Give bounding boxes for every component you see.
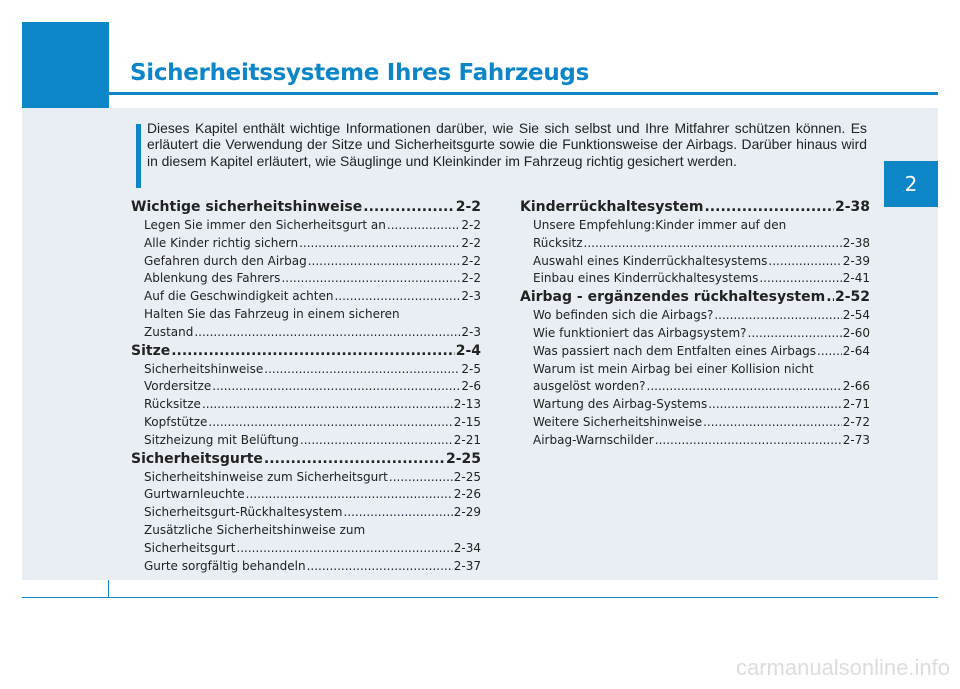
toc-section[interactable] bbox=[131, 198, 481, 217]
toc-entry-line[interactable]: Zusätzliche Sicherheitshinweise zum bbox=[144, 522, 366, 537]
toc-label: Sicherheitshinweise bbox=[144, 361, 264, 376]
toc-leader-dots bbox=[826, 288, 834, 307]
toc-label: Wo befinden sich die Airbags? bbox=[533, 308, 714, 323]
toc-left-column bbox=[131, 198, 481, 575]
intro-paragraph: Dieses Kapitel enthält wichtige Informationen darüber, wie Sie sich selbst und Ihre Mitfahrer schützen können. Es erläutert die Verwendung der Sitze und Sicherheitsgurte sowie die Funktionsweise der Airbags. Darüber hinaus wird in diesem Kapitel erläutert, wie Säuglinge und Kleinkinder im Fahrzeug richtig gesichert werden. bbox=[147, 120, 867, 169]
toc-page-number: 2-25 bbox=[445, 450, 481, 467]
toc-page-number: 2-2 bbox=[461, 271, 481, 286]
toc-entry[interactable] bbox=[520, 396, 870, 414]
toc-entry[interactable] bbox=[520, 253, 870, 271]
toc-leader-dots bbox=[768, 253, 841, 271]
toc-entry[interactable] bbox=[131, 469, 481, 487]
intro-accent-bar bbox=[136, 124, 141, 188]
toc-leader-dots bbox=[264, 361, 460, 379]
toc-entry[interactable] bbox=[131, 396, 481, 414]
toc-page-number: 2-60 bbox=[842, 325, 870, 340]
toc-entry[interactable] bbox=[131, 486, 481, 504]
toc-entry[interactable] bbox=[131, 270, 481, 288]
toc-leader-dots bbox=[759, 270, 841, 288]
toc-label: Sicherheitsgurt bbox=[144, 540, 236, 555]
toc-leader-dots bbox=[202, 396, 453, 414]
toc-page-number: 2-15 bbox=[453, 414, 481, 429]
toc-leader-dots bbox=[264, 450, 445, 469]
toc-entry[interactable] bbox=[131, 288, 481, 306]
toc-page-number: 2-26 bbox=[453, 487, 481, 502]
toc-section[interactable] bbox=[131, 342, 481, 361]
toc-label: Wartung des Airbag-Systems bbox=[533, 397, 708, 412]
toc-entry[interactable] bbox=[131, 432, 481, 450]
toc-leader-dots bbox=[703, 414, 842, 432]
toc-label: ausgelöst worden? bbox=[533, 379, 646, 394]
toc-entry-line[interactable]: Halten Sie das Fahrzeug in einem sicheren bbox=[144, 306, 400, 321]
toc-page-number: 2-71 bbox=[842, 397, 870, 412]
toc-page-number: 2-34 bbox=[453, 540, 481, 555]
toc-label: Rücksitz bbox=[533, 235, 583, 250]
footer-rule bbox=[22, 597, 938, 598]
toc-label: Auswahl eines Kinderrückhaltesystems bbox=[533, 253, 768, 268]
toc-label: Zustand bbox=[144, 324, 194, 339]
toc-entry[interactable] bbox=[131, 414, 481, 432]
toc-entry[interactable] bbox=[131, 235, 481, 253]
toc-leader-dots bbox=[748, 325, 842, 343]
toc-page-number: 2-13 bbox=[453, 397, 481, 412]
toc-label: Rücksitze bbox=[144, 397, 201, 412]
toc-entry[interactable] bbox=[131, 540, 481, 558]
toc-leader-dots bbox=[307, 558, 453, 576]
toc-leader-dots bbox=[236, 540, 452, 558]
toc-label: Gurte sorgfältig behandeln bbox=[144, 558, 306, 573]
toc-leader-dots bbox=[334, 288, 460, 306]
toc-page-number: 2-2 bbox=[461, 235, 481, 250]
toc-page-number: 2-37 bbox=[453, 558, 481, 573]
toc-section[interactable] bbox=[520, 198, 870, 217]
toc-page-number: 2-25 bbox=[453, 469, 481, 484]
toc-leader-dots bbox=[343, 504, 452, 522]
header-color-block bbox=[22, 22, 109, 109]
toc-entry[interactable] bbox=[520, 235, 870, 253]
toc-leader-dots bbox=[194, 324, 460, 342]
toc-leader-dots bbox=[171, 342, 454, 361]
toc-page-number: 2-41 bbox=[842, 271, 870, 286]
toc-leader-dots bbox=[389, 469, 453, 487]
toc-leader-dots bbox=[584, 235, 842, 253]
toc-page-number: 2-72 bbox=[842, 414, 870, 429]
toc-label: Vordersitze bbox=[144, 379, 212, 394]
toc-label: Sitzheizung mit Belüftung bbox=[144, 432, 299, 447]
toc-label: Legen Sie immer den Sicherheitsgurt an bbox=[144, 218, 386, 232]
toc-label: Was passiert nach dem Entfalten eines Airbags bbox=[533, 343, 817, 358]
toc-leader-dots bbox=[704, 198, 833, 217]
title-underline bbox=[109, 92, 938, 95]
toc-entry[interactable] bbox=[520, 432, 870, 450]
toc-entry[interactable] bbox=[131, 217, 481, 235]
toc-page-number: 2-2 bbox=[461, 253, 481, 268]
toc-page-number: 2-2 bbox=[455, 199, 481, 215]
toc-label: Wichtige sicherheitshinweise bbox=[131, 199, 363, 215]
toc-leader-dots bbox=[387, 217, 461, 235]
toc-leader-dots bbox=[300, 432, 453, 450]
toc-page-number: 2-21 bbox=[453, 432, 481, 447]
toc-section[interactable] bbox=[131, 450, 481, 469]
toc-label: Einbau eines Kinderrückhaltesystems bbox=[533, 271, 759, 286]
chapter-tab: 2 bbox=[884, 161, 938, 207]
toc-page-number: 2-64 bbox=[842, 343, 870, 358]
toc-entry[interactable] bbox=[520, 307, 870, 325]
toc-entry[interactable] bbox=[131, 504, 481, 522]
toc-entry-line[interactable]: Warum ist mein Airbag bei einer Kollision nicht bbox=[533, 361, 814, 376]
page-title: Sicherheitssysteme Ihres Fahrzeugs bbox=[130, 60, 589, 86]
toc-leader-dots bbox=[655, 432, 842, 450]
toc-entry[interactable] bbox=[520, 378, 870, 396]
toc-label: Wie funktioniert das Airbagsystem? bbox=[533, 325, 747, 340]
toc-page-number: 2-29 bbox=[453, 505, 481, 520]
toc-leader-dots bbox=[363, 198, 454, 217]
toc-leader-dots bbox=[208, 414, 452, 432]
toc-page-number: 2-39 bbox=[842, 253, 870, 268]
toc-leader-dots bbox=[308, 253, 461, 271]
toc-label: Gurtwarnleuchte bbox=[144, 487, 245, 502]
toc-page-number: 2-4 bbox=[455, 342, 481, 359]
toc-leader-dots bbox=[281, 270, 460, 288]
toc-page-number: 2-3 bbox=[461, 289, 481, 304]
toc-label: Gefahren durch den Airbag bbox=[144, 253, 307, 268]
toc-page-number: 2-52 bbox=[834, 289, 870, 306]
toc-leader-dots bbox=[299, 235, 460, 253]
toc-page-number: 2-54 bbox=[842, 308, 870, 323]
toc-label: Sicherheitshinweise zum Sicherheitsgurt bbox=[144, 469, 388, 484]
toc-label: Sicherheitsgurte bbox=[131, 450, 263, 467]
toc-label: Kopfstütze bbox=[144, 414, 208, 429]
toc-page-number: 2-2 bbox=[461, 218, 481, 232]
toc-entry[interactable] bbox=[520, 414, 870, 432]
toc-leader-dots bbox=[647, 378, 842, 396]
toc-section[interactable] bbox=[520, 288, 870, 307]
toc-entry[interactable] bbox=[131, 378, 481, 396]
toc-entry[interactable] bbox=[520, 343, 870, 361]
toc-page-number: 2-6 bbox=[461, 379, 481, 394]
toc-label: Airbag - ergänzendes rückhaltesystem bbox=[520, 289, 826, 306]
toc-label: Ablenkung des Fahrers bbox=[144, 271, 281, 286]
toc-entry[interactable] bbox=[520, 325, 870, 343]
toc-leader-dots bbox=[212, 378, 460, 396]
toc-page-number: 2-38 bbox=[842, 235, 870, 250]
toc-label: Sitze bbox=[131, 342, 171, 359]
toc-label: Airbag-Warnschilder bbox=[533, 432, 654, 447]
toc-page-number: 2-66 bbox=[842, 379, 870, 394]
toc-entry[interactable] bbox=[131, 361, 481, 379]
toc-leader-dots bbox=[708, 396, 842, 414]
toc-entry[interactable] bbox=[131, 324, 481, 342]
toc-label: Alle Kinder richtig sichern bbox=[144, 235, 299, 250]
toc-leader-dots bbox=[714, 307, 841, 325]
toc-label: Weitere Sicherheitshinweise bbox=[533, 414, 703, 429]
toc-label: Kinderrückhaltesystem bbox=[520, 199, 704, 215]
toc-page-number: 2-38 bbox=[834, 199, 870, 215]
toc-entry[interactable] bbox=[520, 270, 870, 288]
toc-leader-dots bbox=[817, 343, 842, 361]
toc-page-number: 2-3 bbox=[461, 324, 481, 339]
toc-page-number: 2-5 bbox=[461, 361, 481, 376]
toc-right-column bbox=[520, 198, 870, 450]
toc-leader-dots bbox=[246, 486, 453, 504]
toc-label: Auf die Geschwindigkeit achten bbox=[144, 289, 334, 304]
toc-label: Sicherheitsgurt-Rückhaltesystem bbox=[144, 505, 343, 520]
toc-entry[interactable] bbox=[131, 558, 481, 576]
toc-entry-line[interactable]: Unsere Empfehlung:Kinder immer auf den bbox=[533, 218, 787, 232]
watermark: carmanualsonline.info bbox=[735, 655, 950, 680]
toc-page-number: 2-73 bbox=[842, 432, 870, 447]
toc-entry[interactable] bbox=[131, 253, 481, 271]
